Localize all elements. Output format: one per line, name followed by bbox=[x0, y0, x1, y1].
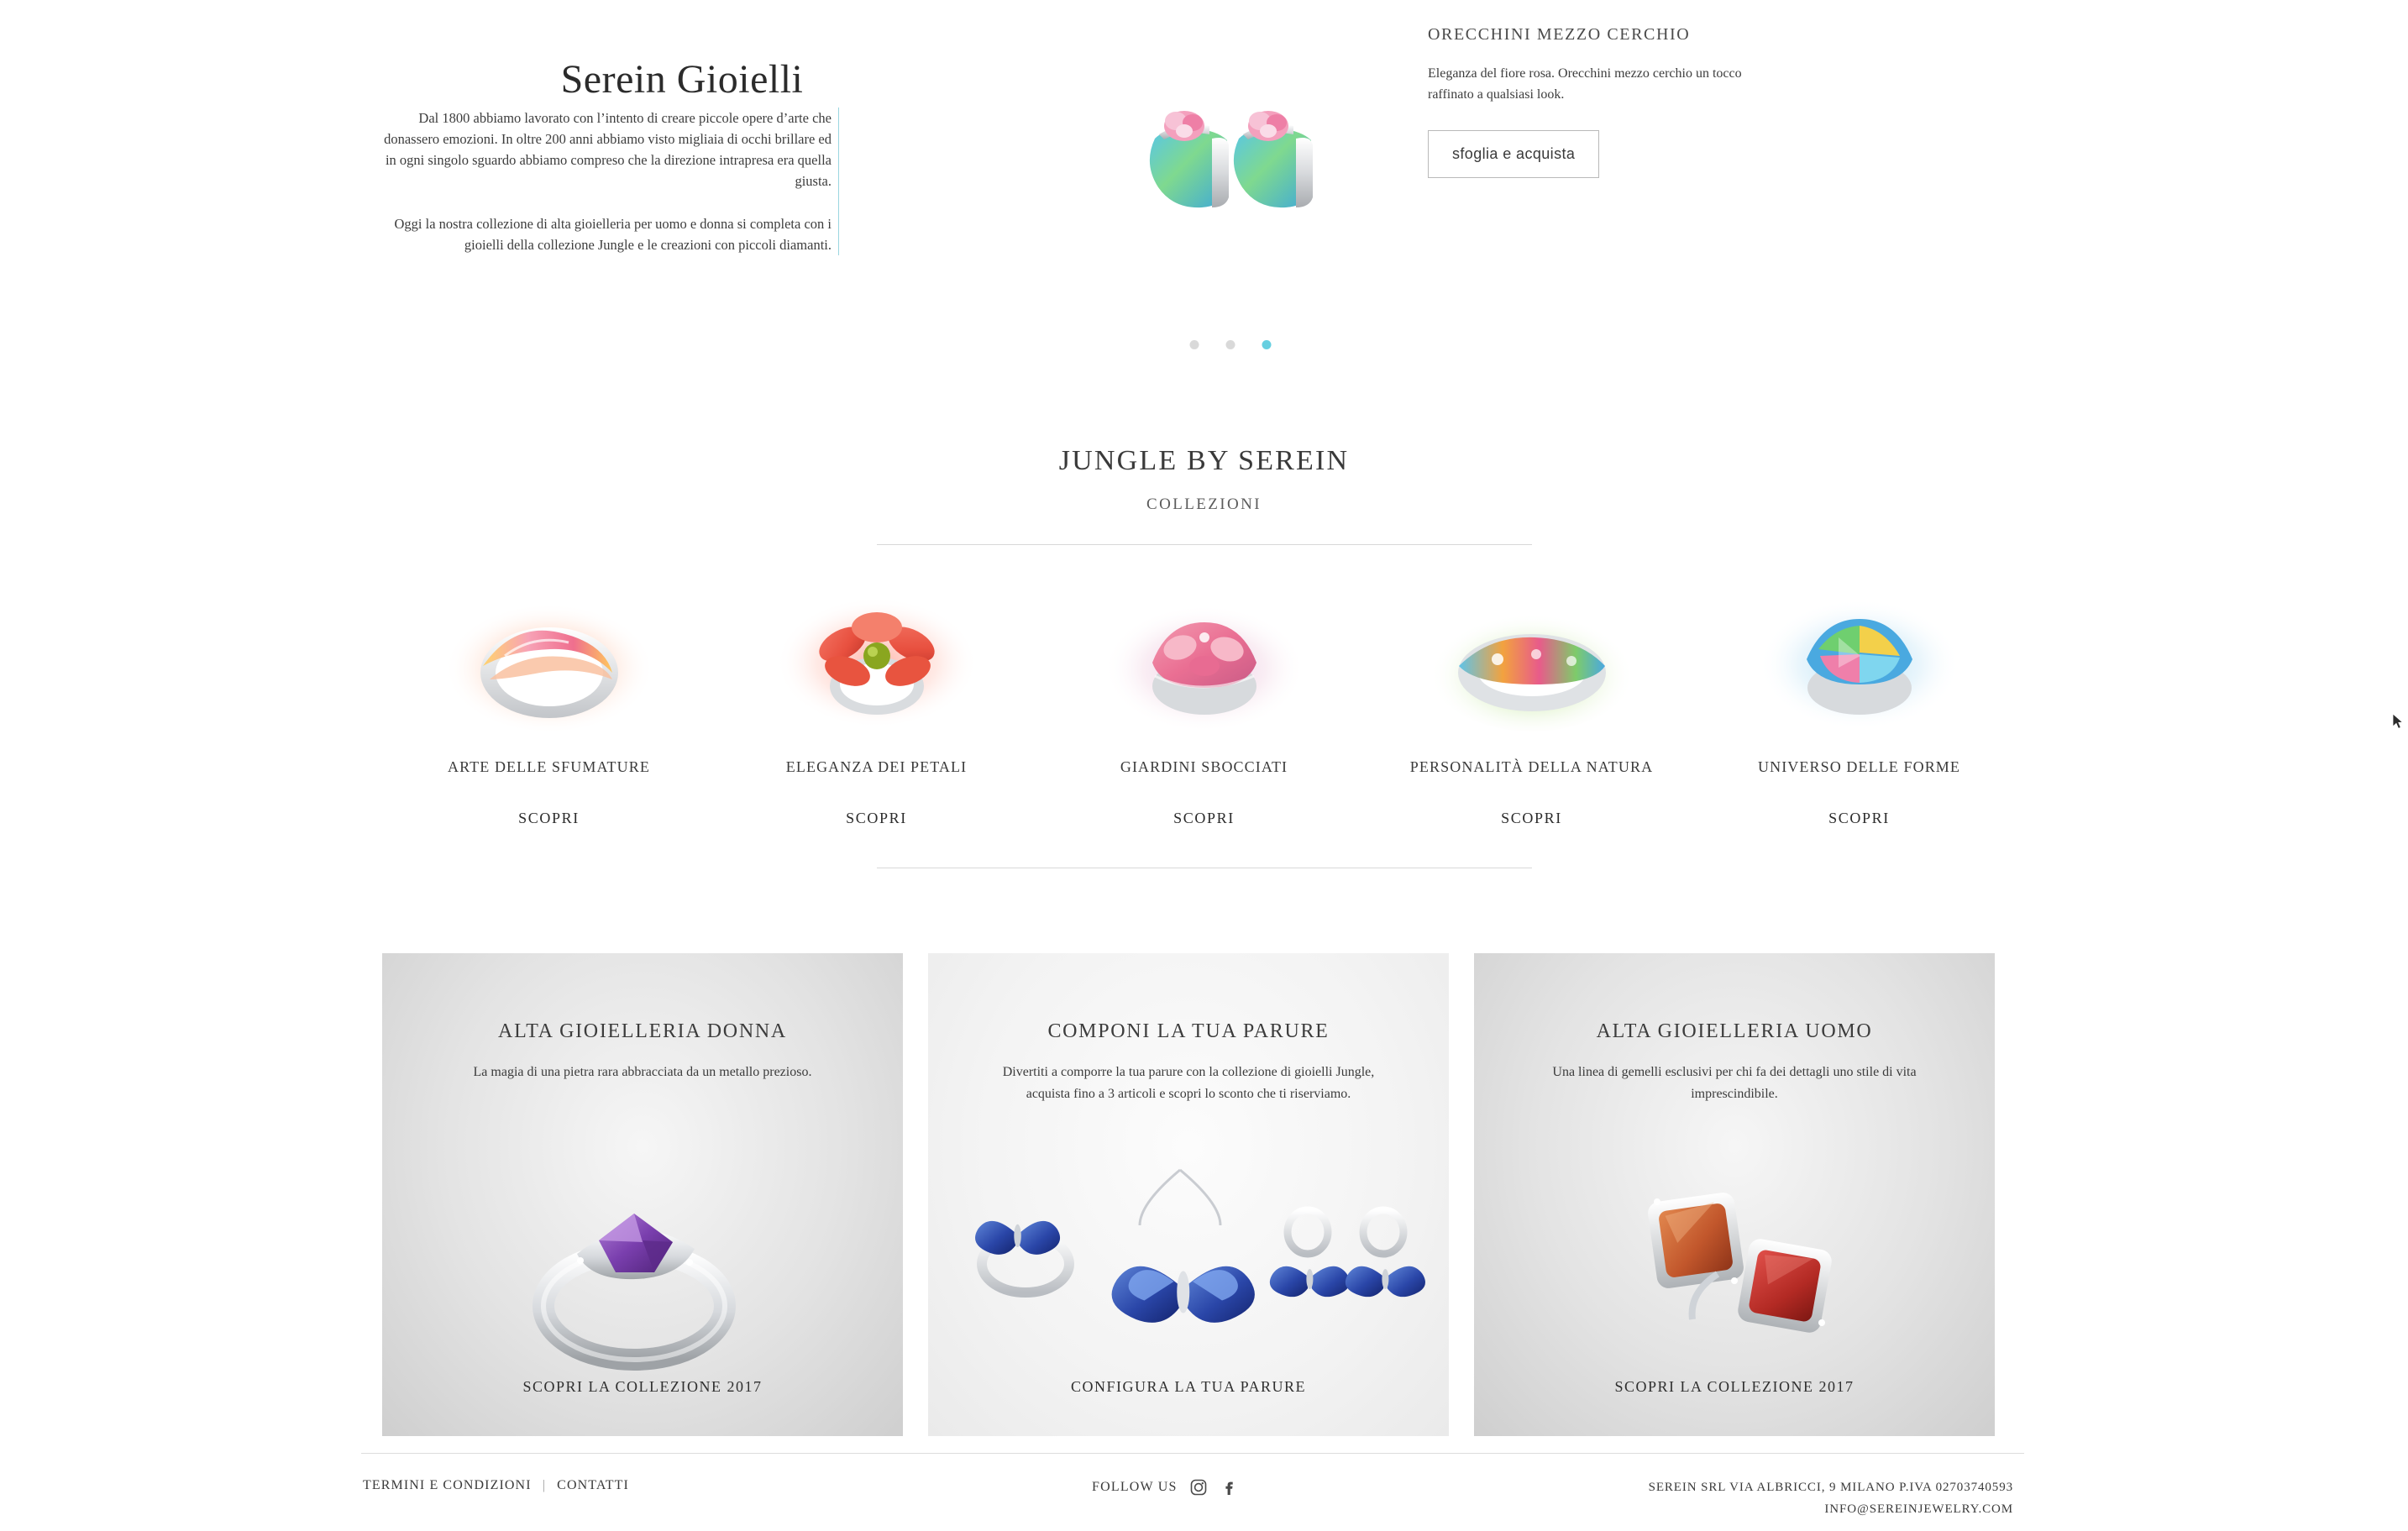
hero-carousel[interactable] bbox=[978, 34, 1482, 353]
promo-description: Una linea di gemelli esclusivi per chi fa dei dettagli uno stile di vita imprescindibile. bbox=[1552, 1065, 1917, 1101]
carousel-dot-3[interactable] bbox=[1262, 340, 1272, 349]
collection-cta[interactable]: SCOPRI bbox=[1173, 810, 1235, 826]
shop-now-button[interactable]: sfoglia e acquista bbox=[1428, 130, 1599, 178]
collection-cta[interactable]: SCOPRI bbox=[1828, 810, 1890, 826]
collection-card-eleganza-dei-petali[interactable] bbox=[713, 562, 1041, 827]
footer bbox=[0, 1468, 2408, 1527]
collection-image-personalita-della-natura bbox=[1368, 579, 1696, 755]
intro-paragraph-2: Oggi la nostra collezione di alta gioielleria per uomo e donna si completa con i gioielli della collezione Jungle e le creazioni con piccoli diamanti. bbox=[394, 216, 832, 253]
footer-link-contacts[interactable]: CONTATTI bbox=[557, 1478, 629, 1492]
collection-label: ELEGANZA DEI PETALI bbox=[785, 758, 968, 775]
collection-label: ARTE DELLE SFUMATURE bbox=[448, 758, 650, 775]
promo-card-componi-la-tua-parure[interactable] bbox=[928, 953, 1449, 1436]
promo-description: Divertiti a comporre la tua parure con la collezione di gioielli Jungle, acquista fino a 3 articoli e scopri lo sconto che ti riserviamo. bbox=[1002, 1065, 1375, 1101]
promo-card-alta-gioielleria-uomo[interactable] bbox=[1474, 953, 1995, 1436]
footer-company-info bbox=[1649, 1476, 2013, 1520]
footer-links bbox=[363, 1478, 629, 1493]
collection-image-arte-delle-sfumature bbox=[386, 579, 713, 755]
footer-social bbox=[1092, 1478, 1238, 1497]
collection-cta[interactable]: SCOPRI bbox=[518, 810, 580, 826]
page-title: Serein Gioielli bbox=[560, 57, 804, 102]
carousel-dots[interactable] bbox=[1190, 340, 1272, 349]
carousel-dot-1[interactable] bbox=[1190, 340, 1199, 349]
collection-image-giardini-sbocciati bbox=[1041, 579, 1368, 755]
collection-card-personalita-della-natura[interactable] bbox=[1368, 562, 1696, 827]
promo-image-anello-ametista bbox=[382, 1163, 903, 1373]
collection-label: UNIVERSO DELLE FORME bbox=[1758, 758, 1960, 775]
featured-product-title: ORECCHINI MEZZO CERCHIO bbox=[1428, 25, 1691, 44]
collections-title: JUNGLE BY SEREIN bbox=[1058, 445, 1350, 476]
collection-image-universo-delle-forme bbox=[1696, 579, 2023, 755]
collection-label: PERSONALITÀ DELLA NATURA bbox=[1409, 758, 1654, 775]
promo-cta[interactable]: SCOPRI LA COLLEZIONE 2017 bbox=[1614, 1378, 1855, 1395]
promo-title: ALTA GIOIELLERIA DONNA bbox=[498, 1020, 787, 1042]
facebook-icon[interactable] bbox=[1220, 1478, 1238, 1497]
collection-card-giardini-sbocciati[interactable] bbox=[1041, 562, 1368, 827]
hero-section bbox=[0, 0, 2408, 395]
footer-divider bbox=[361, 1453, 2024, 1454]
footer-separator: | bbox=[542, 1478, 547, 1492]
footer-link-terms[interactable]: TERMINI E CONDIZIONI bbox=[363, 1478, 532, 1492]
promo-title: ALTA GIOIELLERIA UOMO bbox=[1596, 1020, 1873, 1042]
promo-image-parure-farfalle bbox=[928, 1163, 1449, 1373]
featured-product-panel bbox=[1428, 25, 1898, 178]
collection-image-eleganza-dei-petali bbox=[713, 579, 1041, 755]
collection-card-list bbox=[0, 562, 2408, 827]
footer-address: SEREIN SRL VIA ALBRICCI, 9 MILANO P.IVA 02703740593 bbox=[1648, 1481, 2013, 1494]
promo-section bbox=[382, 953, 1999, 1436]
collections-subtitle: COLLEZIONI bbox=[1146, 495, 1262, 513]
promo-image-gemelli-corniola bbox=[1474, 1163, 1995, 1373]
instagram-icon[interactable] bbox=[1189, 1478, 1208, 1497]
intro-paragraph-1: Dal 1800 abbiamo lavorato con l’intento di creare piccole opere d’arte che donassero emozioni. In oltre 200 anni abbiamo visto migliaia di occhi brillare ed in ogni singolo sguardo abbiamo compreso che la direzione intrapresa era quella giusta. bbox=[384, 110, 832, 189]
collections-section bbox=[0, 420, 2408, 868]
promo-cta[interactable]: SCOPRI LA COLLEZIONE 2017 bbox=[522, 1378, 763, 1395]
collection-label: GIARDINI SBOCCIATI bbox=[1120, 758, 1288, 775]
promo-card-alta-gioielleria-donna[interactable] bbox=[382, 953, 903, 1436]
collection-cta[interactable]: SCOPRI bbox=[1501, 810, 1562, 826]
featured-product-description: Eleganza del fiore rosa. Orecchini mezzo cerchio un tocco raffinato a qualsiasi look. bbox=[1428, 66, 1742, 102]
promo-title: COMPONI LA TUA PARURE bbox=[1047, 1020, 1330, 1042]
promo-description: La magia di una pietra rara abbracciata da un metallo prezioso. bbox=[473, 1065, 812, 1079]
mouse-cursor bbox=[2392, 713, 2404, 730]
divider-top bbox=[877, 544, 1532, 545]
follow-us-label: FOLLOW US bbox=[1092, 1480, 1178, 1494]
footer-email[interactable]: INFO@SEREINJEWELRY.COM bbox=[1824, 1502, 2013, 1516]
collection-cta[interactable]: SCOPRI bbox=[846, 810, 907, 826]
carousel-product-image bbox=[1125, 92, 1335, 218]
collection-card-arte-delle-sfumature[interactable] bbox=[386, 562, 713, 827]
brand-intro bbox=[382, 107, 839, 255]
collection-card-universo-delle-forme[interactable] bbox=[1696, 562, 2023, 827]
carousel-dot-2[interactable] bbox=[1226, 340, 1235, 349]
promo-cta[interactable]: CONFIGURA LA TUA PARURE bbox=[1070, 1378, 1307, 1395]
